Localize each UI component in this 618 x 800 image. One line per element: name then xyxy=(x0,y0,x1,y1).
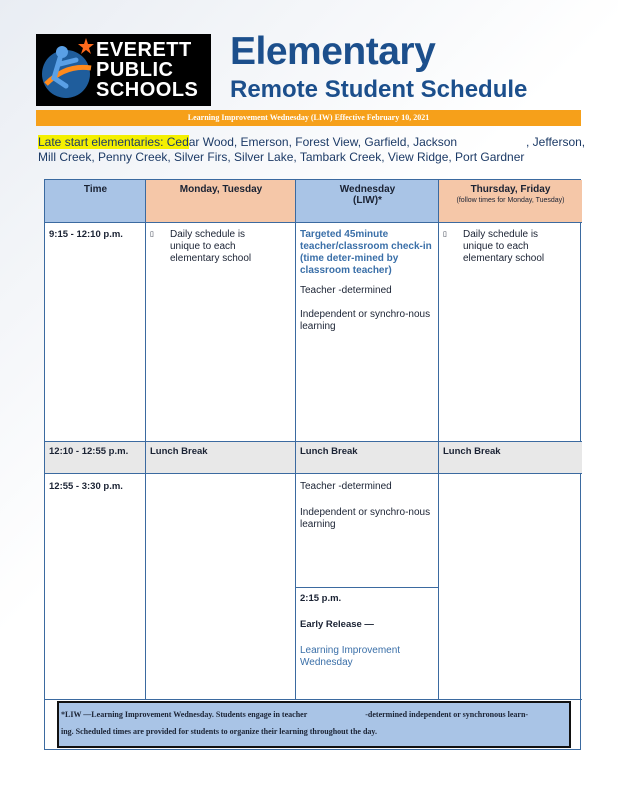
row3-time: 12:55 - 3:30 p.m. xyxy=(49,481,123,492)
row1-wed xyxy=(296,225,438,337)
row2-time: 12:10 - 12:55 p.m. xyxy=(49,446,129,457)
divider xyxy=(45,699,582,700)
late-start-line1-end: , Jefferson, xyxy=(526,135,586,149)
late-start-label: Late start elementaries: Ced xyxy=(38,135,189,149)
row3-wed-independent: Independent or synchro-nous learning xyxy=(300,507,431,530)
footnote-part1: *LIW —Learning Improvement Wednesday. Students engage in teacher xyxy=(61,710,308,719)
page-subtitle: Remote Student Schedule xyxy=(230,76,528,103)
page-title: Elementary xyxy=(230,30,436,73)
header-wed-sub: (LIW)* xyxy=(353,195,382,206)
district-logo xyxy=(36,34,211,106)
row2-wed: Lunch Break xyxy=(300,446,358,457)
header-mon-tue: Monday, Tuesday xyxy=(146,180,296,223)
header-thu-fri-label: Thursday, Friday xyxy=(470,184,551,195)
liw-footnote xyxy=(57,701,571,748)
row3-wed-early: Early Release — xyxy=(300,619,374,630)
row1-wed-teacher: Teacher -determined xyxy=(300,285,392,296)
row2-mon-tue: Lunch Break xyxy=(150,446,208,457)
row2-thu-fri: Lunch Break xyxy=(443,446,501,457)
header-thu-fri xyxy=(439,180,582,223)
row1-wed-independent: Independent or synchro-nous learning xyxy=(300,309,431,332)
header-time: Time xyxy=(45,180,146,223)
header-thu-fri-sub: (follow times for Monday, Tuesday) xyxy=(456,197,565,204)
logo-line-1: EVERETT xyxy=(96,39,192,61)
row3-wed-release xyxy=(296,589,438,673)
footnote-part2: -determined independent or synchronous learn- xyxy=(365,710,529,719)
logo-line-2: PUBLIC xyxy=(96,59,174,81)
logo-line-3: SCHOOLS xyxy=(96,79,199,101)
row1-time: 9:15 - 12:10 p.m. xyxy=(49,229,123,240)
row1-mon-tue xyxy=(146,225,295,269)
bullet-icon: ▯ xyxy=(443,231,447,238)
late-start-list xyxy=(38,135,586,165)
row3-wed-teacher: Teacher -determined xyxy=(300,481,392,492)
footnote-line2: ing. Scheduled times are provided for students to organize their learning throughout the day. xyxy=(61,727,377,736)
divider xyxy=(296,587,438,588)
row3-wed-time: 2:15 p.m. xyxy=(300,593,342,604)
row1-thu-fri-text: Daily schedule is unique to each elementary school xyxy=(463,229,545,264)
late-start-line1: ar Wood, Emerson, Forest View, Garfield, Jackson xyxy=(188,135,458,149)
row1-thu-fri xyxy=(439,225,582,269)
late-start-line2: Mill Creek, Penny Creek, Silver Firs, Silver Lake, Tambark Creek, View Ridge, Port Gardner xyxy=(38,150,525,164)
row1-wed-targeted: Targeted 45minute teacher/classroom check-in (time deter-mined by classroom teacher) xyxy=(300,229,432,276)
row3-wed-liw: Learning Improvement Wednesday xyxy=(300,645,401,668)
logo-text xyxy=(96,40,208,100)
schedule-table xyxy=(44,179,581,750)
header-wednesday xyxy=(296,180,439,223)
row3-wed xyxy=(296,477,438,535)
runner-star-icon xyxy=(36,34,96,106)
bullet-icon: ▯ xyxy=(150,231,154,238)
header-wed-label: Wednesday xyxy=(339,184,396,195)
effective-banner: Learning Improvement Wednesday (LIW) Effective February 10, 2021 xyxy=(36,110,581,126)
row1-mon-tue-text: Daily schedule is unique to each elementary school xyxy=(170,229,252,264)
